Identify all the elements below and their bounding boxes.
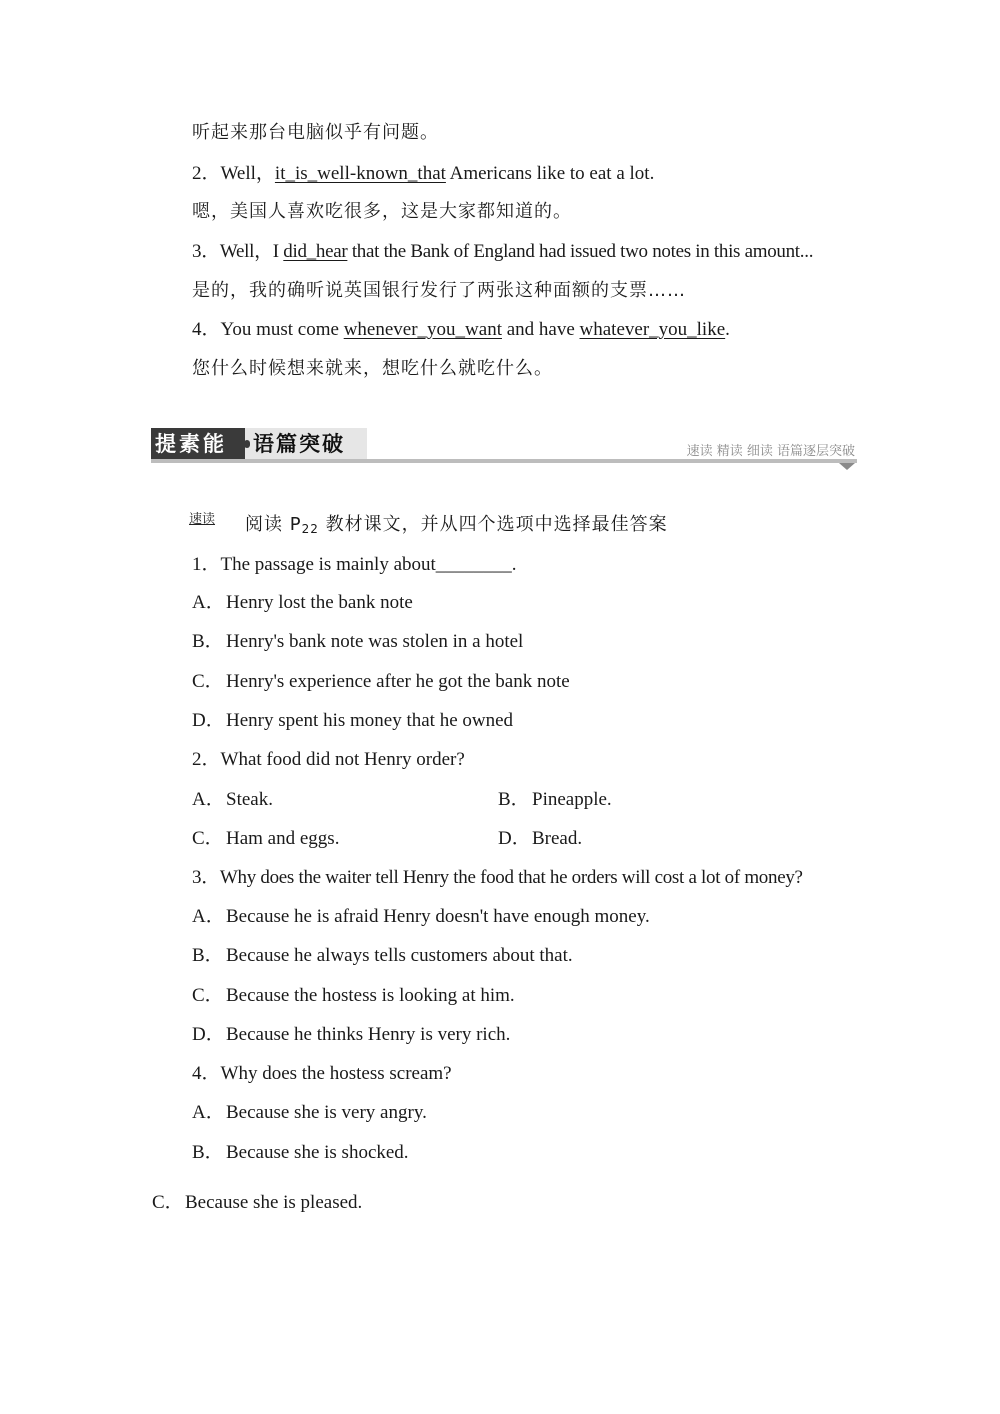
fast-reading-tag: 速读 bbox=[189, 512, 216, 527]
question-2 bbox=[192, 748, 465, 772]
option-text: Ham and eggs. bbox=[226, 828, 340, 849]
option-1a bbox=[192, 591, 413, 615]
option-label: B． bbox=[192, 631, 224, 652]
option-2c bbox=[192, 827, 339, 851]
option-label: C． bbox=[192, 985, 224, 1006]
fill-in-answer: it_is_well-known_that bbox=[274, 163, 446, 184]
option-text: Henry spent his money that he owned bbox=[226, 710, 514, 731]
option-text: Pineapple. bbox=[532, 789, 612, 810]
translation-2-cn: 嗯，美国人喜欢吃很多，这是大家都知道的。 bbox=[192, 201, 572, 222]
option-3d bbox=[192, 1023, 510, 1047]
option-text: Because the hostess is looking at him. bbox=[226, 985, 515, 1006]
instruction-text: 教材课文，并从四个选项中选择最佳答案 bbox=[318, 514, 668, 535]
option-text: Henry's experience after he got the bank note bbox=[226, 671, 570, 692]
question-number: 2． bbox=[192, 749, 221, 770]
option-label: A． bbox=[192, 592, 225, 613]
fill-in-answer: whenever_you_want bbox=[343, 319, 502, 340]
option-4a bbox=[192, 1101, 427, 1125]
option-3c bbox=[192, 984, 515, 1008]
option-2a bbox=[192, 788, 273, 812]
option-label: C． bbox=[192, 828, 224, 849]
option-4c bbox=[152, 1191, 362, 1215]
option-2b bbox=[498, 788, 612, 812]
option-text: Steak. bbox=[226, 789, 273, 810]
reading-instruction bbox=[245, 513, 668, 541]
section-header-dark-label: 提素能 bbox=[151, 428, 245, 460]
separator-dot-icon bbox=[244, 440, 250, 448]
fill-in-answer: whatever_you_like bbox=[579, 319, 726, 340]
question-4 bbox=[192, 1062, 452, 1086]
header-rule bbox=[151, 459, 857, 463]
option-label: D． bbox=[192, 710, 225, 731]
section-header-tagline: 速读 精读 细读 语篇逐层突破 bbox=[686, 444, 855, 459]
option-label: A． bbox=[192, 906, 225, 927]
question-number: 3． bbox=[192, 867, 220, 888]
option-text: Bread. bbox=[532, 828, 583, 849]
fill-in-answer: did_hear bbox=[283, 241, 348, 262]
question-text: What food did not Henry order? bbox=[220, 749, 465, 770]
option-label: B． bbox=[498, 789, 530, 810]
option-3b bbox=[192, 944, 573, 968]
sentence-number: 2． bbox=[192, 163, 221, 184]
question-1 bbox=[192, 553, 517, 577]
option-text: Because she is very angry. bbox=[226, 1102, 427, 1123]
translation-1-cn: 听起来那台电脑似乎有问题。 bbox=[192, 122, 439, 143]
sentence-text: that the Bank of England had issued two notes in this amount... bbox=[347, 241, 814, 262]
option-label: A． bbox=[192, 789, 225, 810]
section-header-light-label: 语篇突破 bbox=[245, 428, 367, 460]
option-text: Because he thinks Henry is very rich. bbox=[226, 1024, 511, 1045]
option-label: C． bbox=[152, 1192, 184, 1213]
sentence-text: You must come bbox=[220, 319, 344, 340]
option-text: Because she is shocked. bbox=[226, 1142, 409, 1163]
question-text: The passage is mainly about________. bbox=[220, 554, 517, 575]
sentence-4 bbox=[192, 318, 730, 342]
sentence-number: 3． bbox=[192, 241, 220, 262]
sentence-text: and have bbox=[501, 319, 580, 340]
question-number: 4． bbox=[192, 1063, 221, 1084]
option-label: B． bbox=[192, 945, 224, 966]
sentence-3 bbox=[192, 240, 813, 264]
option-text: Henry lost the bank note bbox=[226, 592, 413, 613]
instruction-text: 阅读 P bbox=[245, 514, 302, 535]
question-number: 1． bbox=[192, 554, 221, 575]
option-1d bbox=[192, 709, 513, 733]
option-1b bbox=[192, 630, 523, 654]
option-text: Henry's bank note was stolen in a hotel bbox=[226, 631, 524, 652]
option-4b bbox=[192, 1141, 409, 1165]
sentence-text: Well， bbox=[220, 163, 275, 184]
sentence-text: Americans like to eat a lot. bbox=[445, 163, 655, 184]
sentence-2 bbox=[192, 162, 654, 186]
option-text: Because she is pleased. bbox=[185, 1192, 363, 1213]
sentence-text: Well，I bbox=[219, 241, 284, 262]
option-text: Because he is afraid Henry doesn't have enough money. bbox=[226, 906, 650, 927]
option-2d bbox=[498, 827, 582, 851]
option-label: D． bbox=[498, 828, 531, 849]
translation-4-cn: 您什么时候想来就来，想吃什么就吃什么。 bbox=[192, 358, 553, 379]
question-3 bbox=[192, 866, 803, 890]
option-label: B． bbox=[192, 1142, 224, 1163]
triangle-down-icon bbox=[839, 463, 855, 470]
option-label: A． bbox=[192, 1102, 225, 1123]
option-label: D． bbox=[192, 1024, 225, 1045]
option-1c bbox=[192, 670, 570, 694]
sentence-number: 4． bbox=[192, 319, 221, 340]
question-text: Why does the waiter tell Henry the food that he orders will cost a lot of money? bbox=[219, 867, 803, 888]
option-label: C． bbox=[192, 671, 224, 692]
page-subscript: 22 bbox=[301, 522, 319, 536]
sentence-text: . bbox=[725, 319, 730, 340]
translation-3-cn: 是的，我的确听说英国银行发行了两张这种面额的支票…… bbox=[192, 280, 686, 301]
section-header-banner bbox=[151, 428, 857, 468]
option-3a bbox=[192, 905, 650, 929]
question-text: Why does the hostess scream? bbox=[220, 1063, 452, 1084]
option-text: Because he always tells customers about that. bbox=[226, 945, 573, 966]
